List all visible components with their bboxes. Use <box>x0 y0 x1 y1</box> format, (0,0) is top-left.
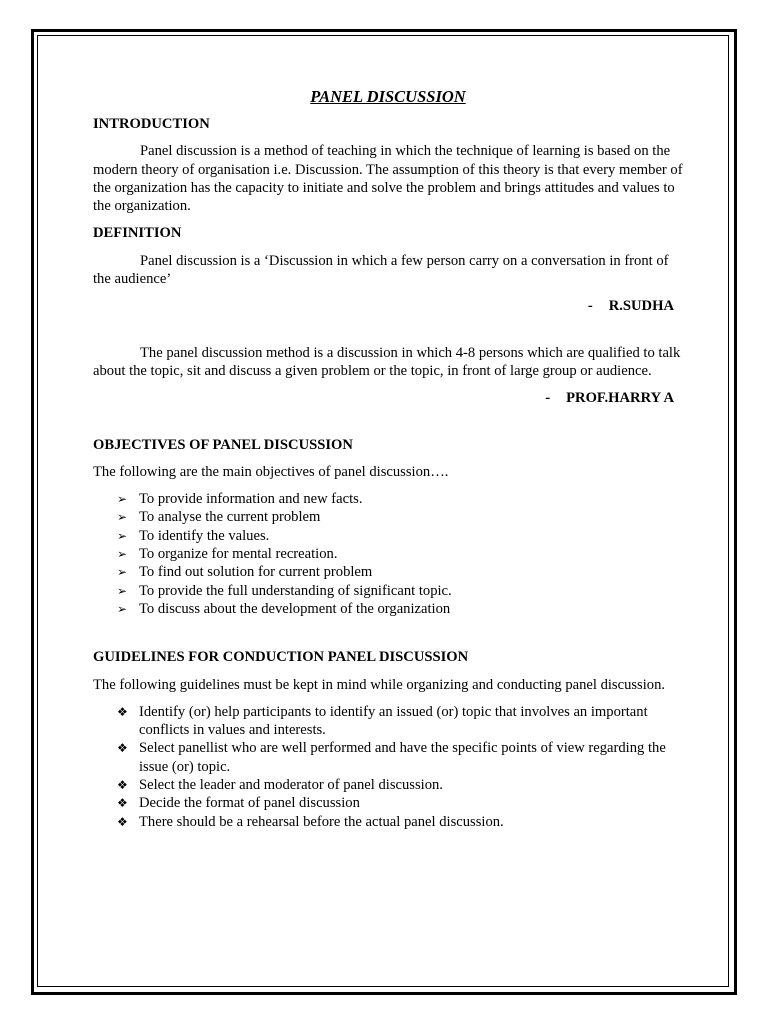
introduction-text: Panel discussion is a method of teaching in which the technique of learning is based on the modern theory of organisation i.e. Discussion. The assumption of this theory is that every member of the organization has the capacity to initiate and solve the problem and brings attitudes and values to the organization. <box>93 143 683 215</box>
guideline-item <box>117 794 683 812</box>
four-diamond-bullet-icon: ❖ <box>117 778 128 793</box>
four-diamond-bullet-icon: ❖ <box>117 741 128 756</box>
guideline-item <box>117 813 683 831</box>
list-item-text: Select panellist who are well performed and have the specific points of view regarding the issue (or) topic. <box>139 740 666 775</box>
list-item-text: Decide the format of panel discussion <box>139 795 360 812</box>
objectives-intro: The following are the main objectives of panel discussion…. <box>93 463 449 480</box>
definition-attribution-1 <box>93 297 683 315</box>
guideline-item <box>117 703 683 740</box>
list-item-text: Select the leader and moderator of panel discussion. <box>139 777 443 794</box>
definition-quote-2: The panel discussion method is a discussion in which 4-8 persons which are qualified to talk about the topic, sit and discuss a given problem or the topic, in front of large group or audience. <box>93 344 681 379</box>
list-item-text: There should be a rehearsal before the actual panel discussion. <box>139 813 504 830</box>
list-item-text: Identify (or) help participants to identify an issued (or) topic that involves an important conflicts in values and interests. <box>139 703 648 739</box>
objective-item <box>117 490 683 508</box>
introduction-heading: INTRODUCTION <box>93 116 210 132</box>
guidelines-intro: The following guidelines must be kept in mind while organizing and conducting panel discussion. <box>93 676 666 693</box>
list-item-text: To analyse the current problem <box>139 509 321 526</box>
arrowhead-bullet-icon: ➢ <box>117 510 128 525</box>
guideline-item <box>117 776 683 794</box>
arrowhead-bullet-icon: ➢ <box>117 601 128 616</box>
objective-item <box>117 508 683 526</box>
guideline-item <box>117 739 683 776</box>
arrowhead-bullet-icon: ➢ <box>117 528 128 543</box>
attribution-author: R.SUDHA <box>608 298 674 315</box>
objective-item <box>117 582 683 600</box>
definition-attribution-2 <box>93 389 683 407</box>
arrowhead-bullet-icon: ➢ <box>117 583 128 598</box>
attribution-author: PROF.HARRY A <box>566 390 674 407</box>
arrowhead-bullet-icon: ➢ <box>117 492 128 507</box>
objective-item <box>117 545 683 563</box>
list-item-text: To provide the full understanding of significant topic. <box>139 582 452 599</box>
document-title: PANEL DISCUSSION <box>310 87 466 106</box>
attribution-dash: - <box>587 298 593 315</box>
guidelines-heading: GUIDELINES FOR CONDUCTION PANEL DISCUSSION <box>93 649 469 666</box>
list-item-text: To find out solution for current problem <box>139 564 373 581</box>
objectives-list <box>93 490 683 618</box>
arrowhead-bullet-icon: ➢ <box>117 565 128 580</box>
four-diamond-bullet-icon: ❖ <box>117 814 128 829</box>
list-item-text: To discuss about the development of the organization <box>139 600 451 617</box>
objectives-heading: OBJECTIVES OF PANEL DISCUSSION <box>93 436 353 453</box>
four-diamond-bullet-icon: ❖ <box>117 704 128 719</box>
definition-heading: DEFINITION <box>93 225 182 242</box>
definition-quote-1: Panel discussion is a ‘Discussion in which a few person carry on a conversation in front of the audience’ <box>93 252 669 288</box>
attribution-dash: - <box>545 390 551 407</box>
four-diamond-bullet-icon: ❖ <box>117 796 128 811</box>
objective-item <box>117 563 683 581</box>
list-item-text: To organize for mental recreation. <box>139 546 338 563</box>
objective-item <box>117 527 683 545</box>
list-item-text: To provide information and new facts. <box>139 491 363 508</box>
guidelines-list <box>93 703 683 831</box>
document-body <box>93 86 683 831</box>
arrowhead-bullet-icon: ➢ <box>117 547 128 562</box>
list-item-text: To identify the values. <box>139 527 270 544</box>
objective-item <box>117 600 683 618</box>
